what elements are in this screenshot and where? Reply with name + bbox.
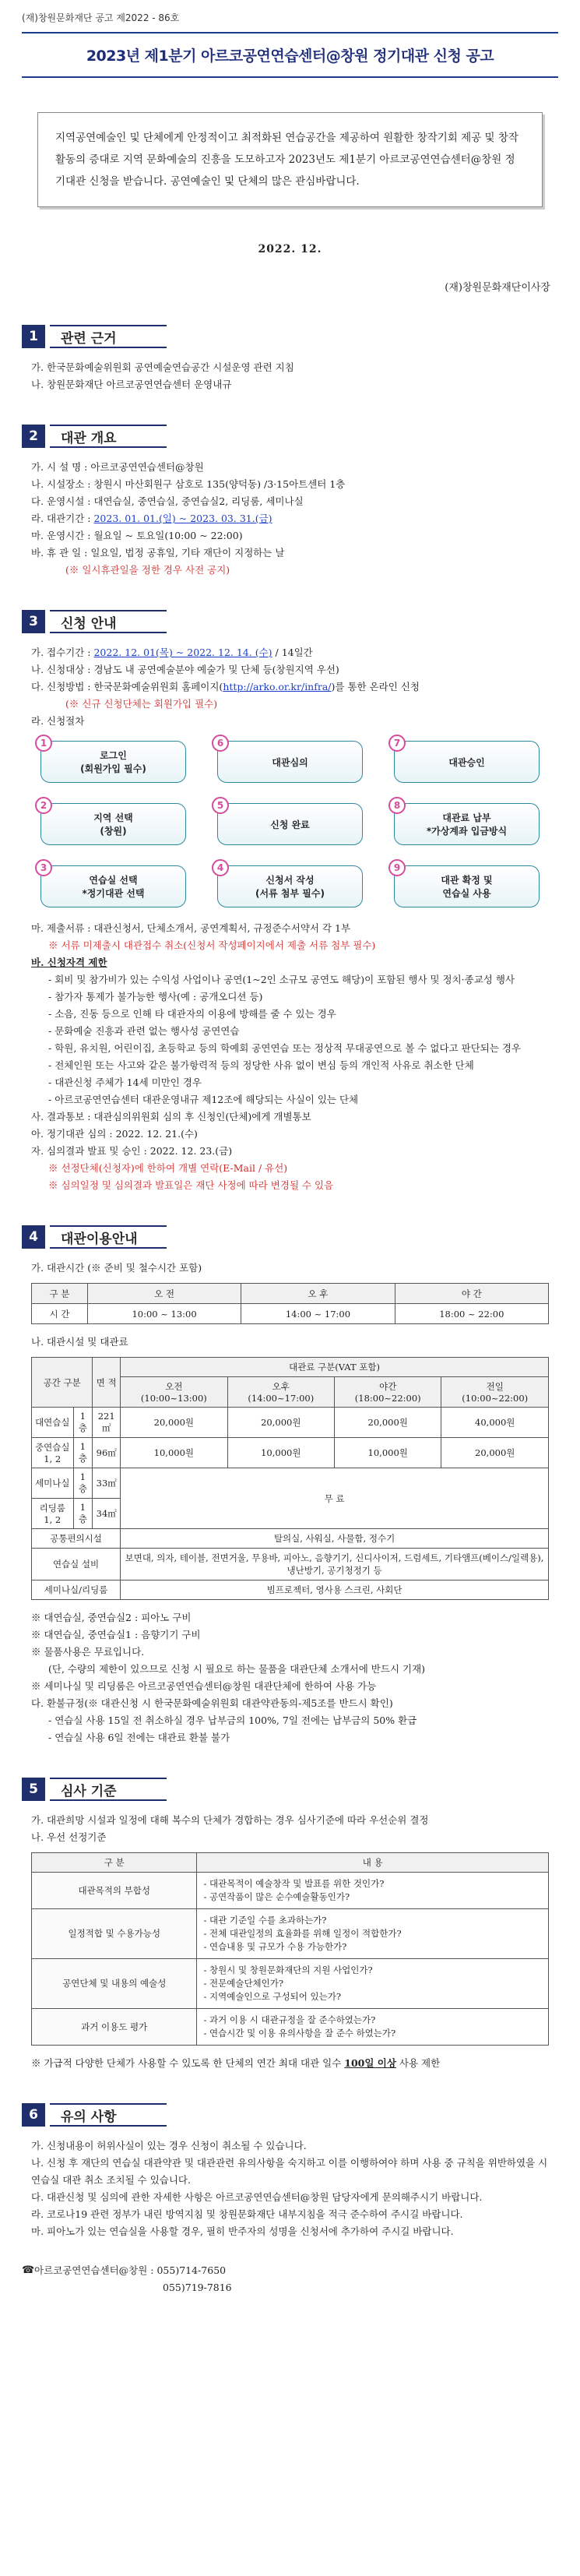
closed-note: (※ 일시휴관일을 정한 경우 사전 공지) <box>65 564 230 576</box>
apply-note: (※ 신규 신청단체는 회원가입 필수) <box>65 698 218 710</box>
section-number: 5 <box>22 1778 45 1801</box>
overview-closed: 바. 휴 관 일 : 일요일, 법정 공휴일, 기타 재단이 지정하는 날 <box>31 547 285 559</box>
table-row <box>32 1909 549 1959</box>
fee-table-wrap <box>31 1357 549 1600</box>
step-label-line: 대관심의 <box>272 756 308 768</box>
contact-label: 아르코공연연습센터@창원 : <box>34 2264 157 2276</box>
notice-list <box>22 2137 558 2240</box>
table-cell: 중연습실 1, 2 <box>32 1438 74 1468</box>
step-label-line: 로그인 <box>100 750 127 761</box>
review-date: 아. 정기대관 심의 : 2022. 12. 21.(수) <box>31 1128 198 1140</box>
step-label-line: (회원가입 필수) <box>80 763 146 774</box>
section-title: 대관이용안내 <box>50 1225 167 1249</box>
table-header: 오후 (14:00~17:00) <box>227 1377 334 1408</box>
table-row <box>32 2009 549 2046</box>
table-row <box>32 1468 549 1499</box>
flow-step <box>40 737 186 783</box>
table-header: 내 용 <box>197 1853 549 1873</box>
step-number-badge: 4 <box>212 859 229 876</box>
table-cell: 탈의실, 사워실, 사물함, 정수기 <box>121 1529 549 1549</box>
flow-step <box>40 862 186 907</box>
section-number: 6 <box>22 2103 45 2127</box>
restriction-item: - 소음, 진동 등으로 인해 타 대관자의 이용에 방해를 줄 수 있는 경우 <box>48 1008 336 1020</box>
apply-method: 다. 신청방법 : 한국문화예술위원회 홈페이지(http://arko.or.kr/infra/)를 통한 온라인 신청 <box>31 681 420 692</box>
flow-step <box>216 737 363 783</box>
notice-item: 가. 신청내용이 허위사실이 있는 경우 신청이 취소될 수 있습니다. <box>31 2140 307 2151</box>
table-cell: 20,000원 <box>121 1408 227 1438</box>
criteria-intro: 가. 대관희망 시설과 일정에 대해 복수의 단체가 경합하는 경우 심사기준에 따라 우선순위 결정 <box>31 1814 429 1826</box>
table-cell: 1 층 <box>73 1408 93 1438</box>
step-label <box>93 812 133 838</box>
step-label-line: 연습실 선택 <box>89 875 138 886</box>
criteria-label: 나. 우선 선정기준 <box>31 1831 107 1843</box>
step-label-line: *가상계좌 입금방식 <box>426 826 508 837</box>
criteria-content: - 창원시 및 창원문화재단의 지원 사업인가? - 전문예술단체인가? - 지역예술인으로 구성되어 있는가? <box>197 1959 549 2009</box>
section-number: 3 <box>22 610 45 633</box>
overview-rooms: 다. 운영시설 : 대연습실, 중연습실, 중연습실2, 리딩룸, 세미나실 <box>31 495 304 507</box>
approval-date: 자. 심의결과 발표 및 승인 : 2022. 12. 23.(금) <box>31 1145 233 1157</box>
basis-item: 나. 창원문화재단 아르코공연연습센터 운영내규 <box>31 379 232 390</box>
flow-step <box>393 799 540 845</box>
notice-item: 마. 피아노가 있는 연습실을 사용할 경우, 필히 반주자의 성명을 신청서에 추가하여 주시길 바랍니다. <box>31 2225 454 2237</box>
fee-note: - 연습실 사용 6일 전에는 대관료 환불 불가 <box>48 1732 230 1743</box>
table-header: 야간 (18:00~22:00) <box>335 1377 441 1408</box>
flow-step <box>40 799 186 845</box>
criteria-content: - 과거 이용 시 대관규정을 잘 준수하였는가? - 연습시간 및 이용 유의사항을 잘 준수 하였는가? <box>197 2009 549 2046</box>
criteria-content: - 대관목적이 예술창작 및 발표를 위한 것인가? - 공연작품이 많은 순수예술활동인가? <box>197 1873 549 1909</box>
table-cell: 221㎡ <box>93 1408 121 1438</box>
fee-note: - 연습실 사용 15일 전 취소하실 경우 납부금의 100%, 7일 전에는 납부금의 50% 환급 <box>48 1714 417 1726</box>
documents: 마. 제출서류 : 대관신청서, 단체소개서, 공연계획서, 규정준수서약서 각 1부 <box>31 922 351 934</box>
overview-period: 라. 대관기간 : 2023. 01. 01.(일) ~ 2023. 03. 31.(금) <box>31 513 272 524</box>
step-label <box>427 812 507 838</box>
rental-time-table <box>31 1283 549 1324</box>
table-cell: 10,000원 <box>335 1438 441 1468</box>
section-title: 관련 근거 <box>50 325 167 348</box>
result-notice: 사. 결과통보 : 대관심의위원회 심의 후 신청인(단체)에게 개별통보 <box>31 1111 311 1122</box>
table-row <box>32 1873 549 1909</box>
table-cell: 20,000원 <box>441 1438 549 1468</box>
arko-link[interactable]: http://arko.or.kr/infra/ <box>223 681 332 692</box>
table-cell: 1 층 <box>73 1468 93 1499</box>
apply-period: 가. 접수기간 : 2022. 12. 01(목) ~ 2022. 12. 14. (수) / 14일간 <box>31 647 313 658</box>
step-label-line: 대관승인 <box>448 756 485 768</box>
table-cell: 연습실 설비 <box>32 1549 121 1580</box>
table-cell: 20,000원 <box>227 1408 334 1438</box>
overview-location: 나. 시설장소 : 창원시 마산회원구 삼호로 135(양덕동) /3·15아트센터 1층 <box>31 478 346 490</box>
flow-step <box>216 862 363 907</box>
step-label-line: 연습실 사용 <box>442 888 491 899</box>
notice-item: 다. 대관신청 및 심의에 관한 자세한 사항은 아르코공연연습센터@창원 담당자에게 문의해주시기 바랍니다. <box>31 2191 483 2203</box>
overview-facility: 가. 시 설 명 : 아르코공연연습센터@창원 <box>31 461 204 473</box>
table-row <box>32 1549 549 1580</box>
contact-phone-1: 055)714-7650 <box>156 2264 227 2276</box>
table-header: 전일 (10:00~22:00) <box>441 1377 549 1408</box>
apply-period-value: 2022. 12. 01(목) ~ 2022. 12. 14. (수) <box>93 647 272 658</box>
table-cell: 33㎡ <box>93 1468 121 1499</box>
table-header: 오전 (10:00~13:00) <box>121 1377 227 1408</box>
restrictions-label: 바. 신청자격 제한 <box>31 957 107 968</box>
restrictions-list <box>22 971 558 1108</box>
step-label-line: 대관 확정 및 <box>441 875 493 886</box>
notice-date: 2022. 12. <box>258 243 322 255</box>
table-cell: 10:00 ~ 13:00 <box>87 1304 241 1324</box>
section-title: 신청 안내 <box>50 610 167 633</box>
section-3-header <box>22 610 558 633</box>
flow-step <box>393 737 540 783</box>
section-number: 4 <box>22 1225 45 1249</box>
page-title: 2023년 제1분기 아르코공연연습센터@창원 정기대관 신청 공고 <box>86 48 494 65</box>
criteria-content: - 대관 기준일 수를 초과하는가? - 전체 대관일정의 효율화를 위해 일정이 적합한가? - 연습내용 및 규모가 수용 가능한가? <box>197 1909 549 1959</box>
table-row <box>32 1959 549 2009</box>
section-5-header <box>22 1778 558 1801</box>
basis-item: 가. 한국문화예술위원회 공연예술연습공간 시설운영 관련 지침 <box>31 361 294 373</box>
notice-item: 라. 코로나19 관련 정부가 내린 방역지침 및 창원문화재단 내부지침을 적극 준수하여 주시길 바랍니다. <box>31 2208 463 2220</box>
contact-phone-2: 055)719-7816 <box>163 2282 232 2293</box>
table-cell: 공통편의시설 <box>32 1529 121 1549</box>
table-cell: 14:00 ~ 17:00 <box>241 1304 395 1324</box>
section-6-header <box>22 2103 558 2127</box>
signer: (재)창원문화재단이사장 <box>445 282 550 294</box>
approval-note-1: ※ 선정단체(신청자)에 한하여 개별 연락(E-Mail / 유선) <box>48 1162 288 1174</box>
fee-note: ※ 세미나실 및 리딩룸은 아르코공연연습센터@창원 대관단체에 한하여 사용 가능 <box>31 1680 377 1692</box>
table-cell: 1 층 <box>73 1499 93 1529</box>
rental-time-label: 가. 대관시간 (※ 준비 및 철수시간 포함) <box>31 1262 202 1274</box>
table-row <box>32 1408 549 1438</box>
period-value: 2023. 01. 01.(일) ~ 2023. 03. 31.(금) <box>93 513 272 524</box>
step-label <box>255 874 325 900</box>
step-label-line: 신청서 작성 <box>265 875 315 886</box>
table-cell: 10,000원 <box>121 1438 227 1468</box>
step-label <box>448 756 484 770</box>
step-label <box>441 874 492 900</box>
table-header: 공간 구분 <box>32 1358 93 1408</box>
intro-box: 지역공연예술인 및 단체에게 안정적이고 최적화된 연습공간을 제공하여 원활한 창작기회 제공 및 창작활동의 증대로 지역 문화예술의 진흥을 도모하고자 2023년도 제1분기 아르코공연연습센터@창원 정기대관 신청을 받습니다. 공연예술인 및 단체의 많은 관심바랍니다. <box>37 112 543 207</box>
fee-note: 다. 환불규정(※ 대관신청 시 한국문화예술위원회 대관약관동의-제5조를 반드시 확인) <box>31 1697 393 1709</box>
section-2-header <box>22 425 558 448</box>
criteria-table-wrap <box>31 1852 549 2046</box>
fee-note: ※ 대연습실, 중연습실1 : 음향기기 구비 <box>31 1629 201 1640</box>
table-cell: 세미나실 <box>32 1468 74 1499</box>
free-cell: 무 료 <box>121 1468 549 1529</box>
fee-notes <box>22 1609 558 1746</box>
step-label-line: *정기대관 선택 <box>82 888 145 899</box>
step-number-badge: 5 <box>212 797 229 814</box>
restriction-item: - 문화예술 진흥과 관련 없는 행사성 공연연습 <box>48 1025 240 1037</box>
step-label-line: 대관료 납부 <box>442 812 491 823</box>
fee-note: (단, 수량의 제한이 있으므로 신청 시 필요로 하는 물품을 대관단체 소개서에 반드시 기재) <box>48 1663 426 1675</box>
fee-table <box>31 1357 549 1600</box>
criteria-category: 대관목적의 부합성 <box>32 1873 197 1909</box>
restriction-item: - 아르코공연연습센터 대관운영내규 제12조에 해당되는 사실이 있는 단체 <box>48 1094 359 1105</box>
approval-note-2: ※ 심의일정 및 심의결과 발표일은 재단 사정에 따라 변경될 수 있음 <box>48 1179 334 1191</box>
table-header: 오 전 <box>87 1284 241 1304</box>
notice-item: 나. 신청 후 재단의 연습실 대관약관 및 대관관련 유의사항을 숙지하고 이를 이행하여야 하며 사용 중 규칙을 위반하였을 시 연습실 대관 취소 조치될 수 있습니다. <box>31 2157 548 2186</box>
step-label-line: 신청 완료 <box>270 819 310 830</box>
documents-note: ※ 서류 미제출시 대관접수 취소(신청서 작성페이지에서 제출 서류 첨부 필수) <box>48 939 376 951</box>
flow-step <box>216 799 363 845</box>
restriction-item: - 회비 및 참가비가 있는 수익성 사업이나 공연(1~2인 소규모 공연도 해당)이 포함된 행사 및 정치·종교성 행사 <box>48 974 515 985</box>
table-cell: 리딩룸 1, 2 <box>32 1499 74 1529</box>
table-cell: 대연습실 <box>32 1408 74 1438</box>
apply-process-label: 라. 신청절차 <box>31 715 85 727</box>
table-cell: 보면대, 의자, 테이블, 전면거울, 무용바, 피아노, 음향기기, 신디사이저, 드럼세트, 기타앰프(베이스/일렉용), 냉난방기, 공기청정기 등 <box>121 1549 549 1580</box>
section-title: 대관 개요 <box>50 425 167 448</box>
table-cell: 20,000원 <box>335 1408 441 1438</box>
table-row <box>32 1438 549 1468</box>
restriction-item: - 학원, 유치원, 어린이집, 초등학교 등의 학예회 공연연습 또는 정상적 무대공연으로 볼 수 없다고 판단되는 경우 <box>48 1042 522 1054</box>
fee-label: 나. 대관시설 및 대관료 <box>31 1336 128 1348</box>
step-label <box>82 874 144 900</box>
title-bar <box>22 32 558 78</box>
table-header: 구 분 <box>32 1284 88 1304</box>
criteria-category: 일정적합 및 수용가능성 <box>32 1909 197 1959</box>
section-title: 유의 사항 <box>50 2103 167 2127</box>
criteria-category: 과거 이용도 평가 <box>32 2009 197 2046</box>
criteria-note: ※ 가급적 다양한 단체가 사용할 수 있도록 한 단체의 연간 최대 대관 일수 100일 이상 사용 제한 <box>31 2057 441 2069</box>
step-number-badge: 1 <box>35 735 52 752</box>
fee-note: ※ 물품사용은 무료입니다. <box>31 1646 145 1658</box>
table-row <box>32 1529 549 1549</box>
flow-step <box>393 862 540 907</box>
process-flow <box>40 737 540 907</box>
step-label-line: (서류 첨부 필수) <box>255 888 325 899</box>
table-cell: 1 층 <box>73 1438 93 1468</box>
restriction-item: - 대관신청 주체가 14세 미만인 경우 <box>48 1077 202 1088</box>
table-header: 대관료 구분(VAT 포함) <box>121 1358 549 1377</box>
table-header: 야 간 <box>395 1284 548 1304</box>
step-number-badge: 3 <box>35 859 52 876</box>
fee-note: ※ 대연습실, 중연습실2 : 피아노 구비 <box>31 1612 192 1623</box>
table-cell: 18:00 ~ 22:00 <box>395 1304 548 1324</box>
section-title: 심사 기준 <box>50 1778 167 1801</box>
step-number-badge: 7 <box>388 735 406 752</box>
table-cell: 10,000원 <box>227 1438 334 1468</box>
step-label-line: (창원) <box>100 826 127 837</box>
apply-target: 나. 신청대상 : 경남도 내 공연예술분야 예술가 및 단체 등(창원지역 우선) <box>31 664 339 675</box>
step-label <box>80 749 146 776</box>
section-number: 2 <box>22 425 45 448</box>
section-number: 1 <box>22 325 45 348</box>
criteria-table <box>31 1852 549 2046</box>
criteria-category: 공연단체 및 내용의 예술성 <box>32 1959 197 2009</box>
section-4-header <box>22 1225 558 1249</box>
notice-number: (재)창원문화재단 공고 제2022 - 86호 <box>22 12 180 23</box>
step-number-badge: 8 <box>388 797 406 814</box>
table-cell: 시 간 <box>32 1304 88 1324</box>
overview-hours: 마. 운영시간 : 월요일 ~ 토요일(10:00 ~ 22:00) <box>31 530 243 541</box>
restriction-item: - 참가자 통제가 불가능한 행사(예 : 공개오디션 등) <box>48 991 263 1003</box>
step-label <box>270 819 310 832</box>
step-number-badge: 6 <box>212 735 229 752</box>
table-cell: 34㎡ <box>93 1499 121 1529</box>
contact <box>22 2262 558 2296</box>
table-row <box>32 1580 549 1600</box>
rental-time-table-wrap <box>31 1283 549 1324</box>
step-number-badge: 9 <box>388 859 406 876</box>
step-number-badge: 2 <box>35 797 52 814</box>
restriction-item: - 전체인원 또는 사고와 같은 불가항력적 등의 정당한 사유 없이 변심 등의 개인적 사유로 취소한 단체 <box>48 1059 474 1071</box>
table-header: 구 분 <box>32 1853 197 1873</box>
table-cell: 세미나실/리딩룸 <box>32 1580 121 1600</box>
section-1-header <box>22 325 558 348</box>
step-label-line: 지역 선택 <box>93 812 133 823</box>
phone-icon: ☎ <box>22 2264 35 2276</box>
table-cell: 40,000원 <box>441 1408 549 1438</box>
table-header: 오 후 <box>241 1284 395 1304</box>
table-cell: 96㎡ <box>93 1438 121 1468</box>
step-label <box>272 756 308 770</box>
table-header: 면 적 <box>93 1358 121 1408</box>
table-cell: 빔프로젝터, 영사용 스크린, 사회단 <box>121 1580 549 1600</box>
